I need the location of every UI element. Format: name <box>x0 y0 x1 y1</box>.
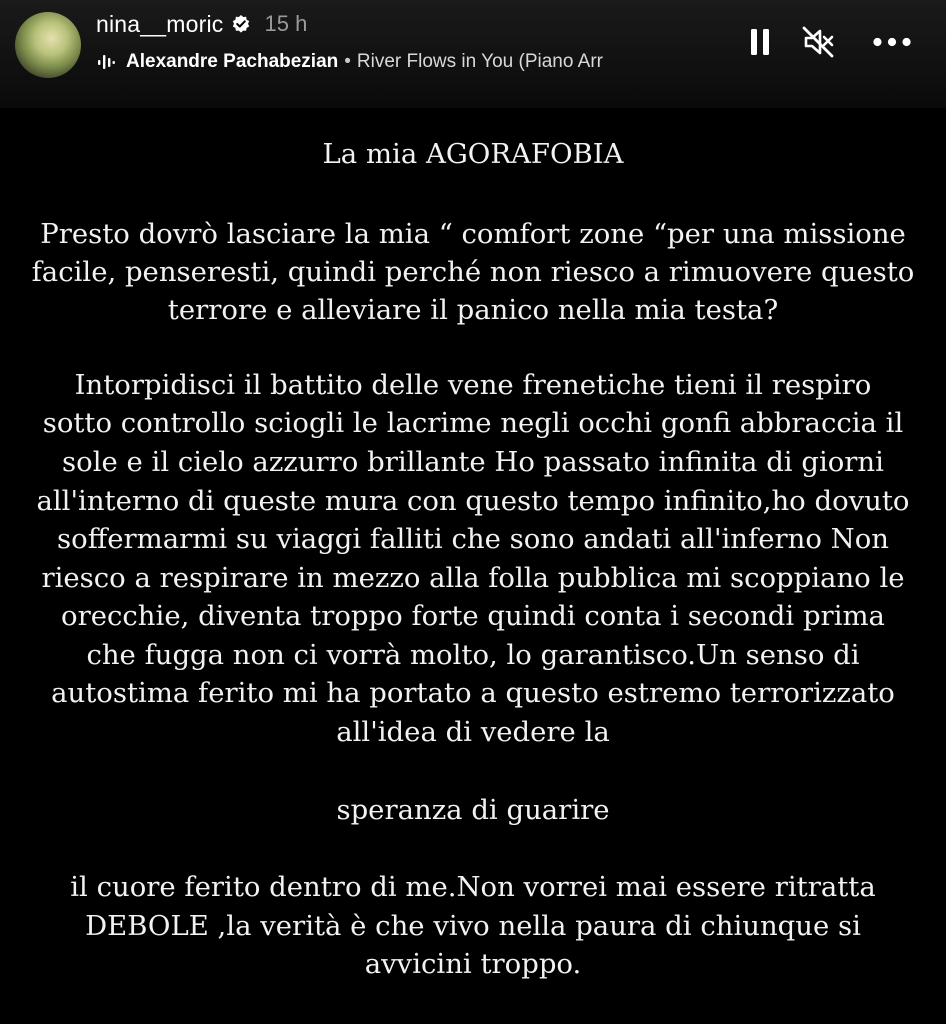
story-line: autostima ferito mi ha portato a questo estremo terrorizzato <box>51 677 895 709</box>
separator-dot: • <box>344 51 351 72</box>
story-header <box>0 0 946 108</box>
music-title: River Flows in You (Piano Arr <box>356 51 603 72</box>
story-line: all'interno di queste mura con questo tempo infinito,ho dovuto <box>36 485 910 517</box>
story-line: all'idea di vedere la <box>336 716 610 748</box>
mute-button[interactable] <box>798 22 838 62</box>
username[interactable]: nina__moric <box>96 10 224 37</box>
story-title: La mia AGORAFOBIA <box>322 138 624 170</box>
story-line: Presto dovrò lasciare la mia “ comfort zone “per una missione <box>40 218 906 250</box>
pause-button[interactable] <box>740 22 780 62</box>
music-attribution[interactable] <box>96 48 603 76</box>
verified-badge-icon <box>231 14 251 34</box>
story-line: soffermarmi su viaggi falliti che sono andati all'inferno Non <box>57 523 889 555</box>
story-line: sole e il cielo azzurro brillante Ho passato infinita di giorni <box>62 446 884 478</box>
story-line: speranza di guarire <box>336 794 610 826</box>
story-line: orecchie, diventa troppo forte quindi conta i secondi prima <box>61 600 885 632</box>
music-bars-icon <box>96 52 116 72</box>
story-line: sotto controllo sciogli le lacrime negli occhi gonfi abbraccia il <box>42 407 904 439</box>
music-artist: Alexandre Pachabezian <box>126 51 339 72</box>
story-line: Intorpidisci il battito delle vene frenetiche tieni il respiro <box>74 369 872 401</box>
username-row <box>96 8 307 40</box>
post-time: 15 h <box>264 11 308 36</box>
story-line: che fugga non ci vorrà molto, lo garantisco.Un senso di <box>86 639 860 671</box>
story-line: avvicini troppo. <box>364 948 582 980</box>
story-line: DEBOLE ,la verità è che vivo nella paura di chiunque si <box>85 910 861 942</box>
pause-icon <box>748 27 772 57</box>
more-options-button[interactable] <box>872 22 912 62</box>
muted-speaker-icon <box>801 25 835 59</box>
story-line: terrore e alleviare il panico nella mia testa? <box>167 294 779 326</box>
story-line: facile, penseresti, quindi perché non riesco a rimuovere questo <box>31 256 915 288</box>
more-options-icon <box>872 36 912 48</box>
story-line: il cuore ferito dentro di me.Non vorrei mai essere ritratta <box>70 871 876 903</box>
story-line: riesco a respirare in mezzo alla folla pubblica mi scoppiano le <box>41 562 905 594</box>
avatar[interactable] <box>15 12 81 78</box>
